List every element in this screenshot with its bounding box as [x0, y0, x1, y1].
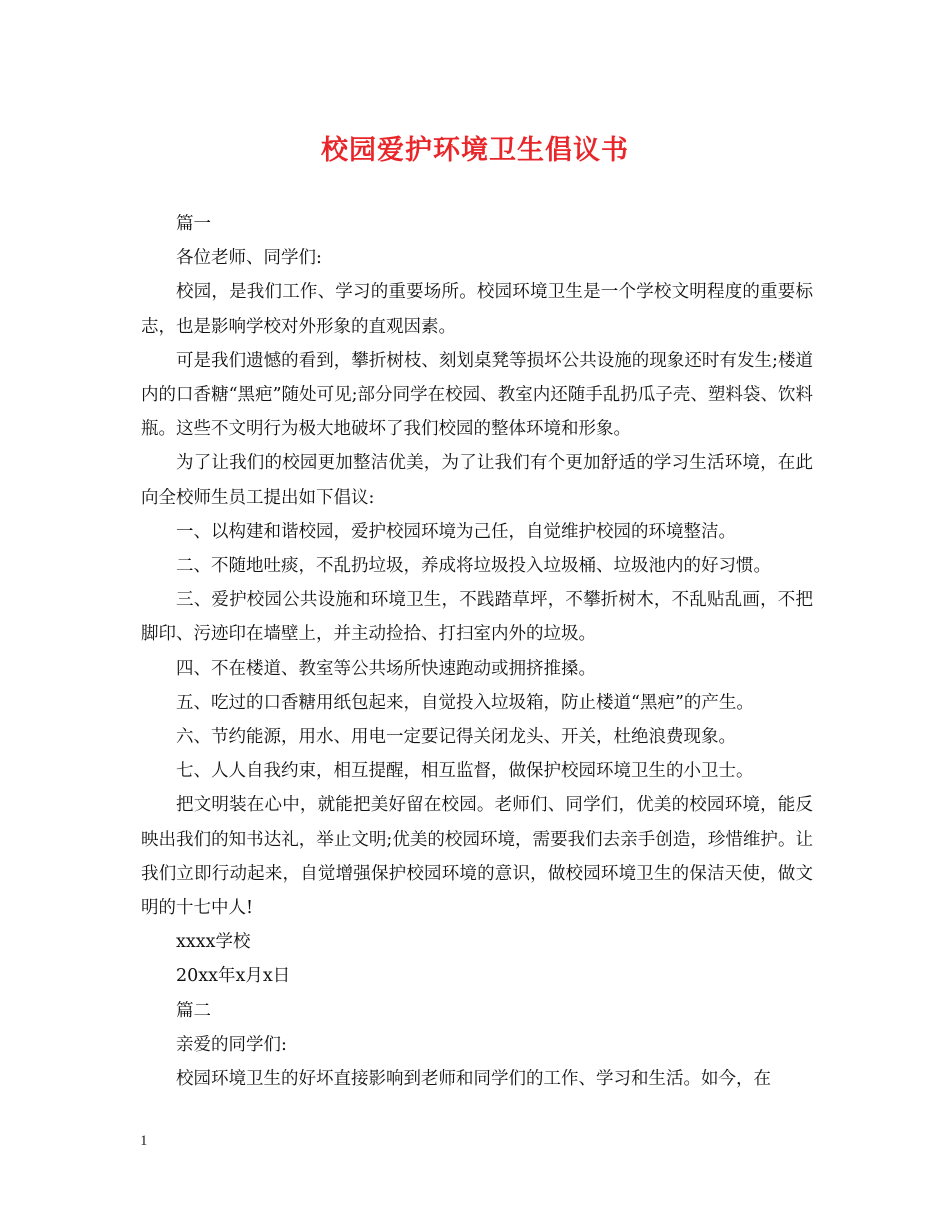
signature: xxxx学校	[176, 932, 251, 953]
proposal-item: 七、人人自我约束，相互提醒，相互监督，做保护校园环境卫生的小卫士。	[176, 761, 754, 782]
salutation: 亲爱的同学们:	[176, 1034, 287, 1055]
paragraph: 为了让我们的校园更加整洁优美，为了让我们有个更加舒适的学习生活环境，在此向全校师生员工提出如下倡议:	[141, 453, 813, 508]
page-number: 1	[140, 1133, 148, 1149]
proposal-item: 五、吃过的口香糖用纸包起来，自觉投入垃圾箱，防止楼道“黑疤”的产生。	[176, 692, 754, 713]
section-heading: 篇二	[176, 1000, 211, 1021]
proposal-item: 六、节约能源，用水、用电一定要记得关闭龙头、开关，杜绝浪费现象。	[176, 727, 736, 748]
proposal-item: 四、不在楼道、教室等公共场所快速跑动或拥挤推搡。	[176, 658, 596, 679]
date: 20xx年x月x日	[176, 966, 291, 987]
proposal-item: 一、以构建和谐校园，爱护校园环境为己任，自觉维护校园的环境整洁。	[176, 521, 736, 542]
paragraph: 把文明装在心中，就能把美好留在校园。老师们、同学们，优美的校园环境，能反映出我们的知书达礼，举止文明;优美的校园环境，需要我们去亲手创造，珍惜维护。让我们立即行动起来，自觉增强保护校园环境的意识，做校园环境卫生的保洁天使，做文明的十七中人!	[141, 795, 813, 919]
document-title: 校园爱护环境卫生倡议书	[321, 135, 629, 166]
paragraph: 可是我们遗憾的看到，攀折树枝、刻划桌凳等损坏公共设施的现象还时有发生;楼道内的口香糖“黑疤”随处可见;部分同学在校园、教室内还随手乱扔瓜子壳、塑料袋、饮料瓶。这些不文明行为极大地破坏了我们校园的整体环境和形象。	[141, 350, 813, 440]
document-body	[141, 207, 813, 1096]
salutation: 各位老师、同学们:	[176, 248, 322, 269]
proposal-item: 二、不随地吐痰，不乱扔垃圾，养成将垃圾投入垃圾桶、垃圾池内的好习惯。	[176, 556, 771, 577]
section-heading: 篇一	[176, 214, 211, 234]
proposal-item: 三、爱护校园公共设施和环境卫生，不践踏草坪，不攀折树木，不乱贴乱画，不把脚印、污迹印在墙壁上，并主动捡拾、打扫室内外的垃圾。	[141, 590, 813, 645]
paragraph: 校园环境卫生的好坏直接影响到老师和同学们的工作、学习和生活。如今，在	[176, 1069, 771, 1090]
paragraph: 校园，是我们工作、学习的重要场所。校园环境卫生是一个学校文明程度的重要标志，也是影响学校对外形象的直观因素。	[141, 282, 813, 337]
